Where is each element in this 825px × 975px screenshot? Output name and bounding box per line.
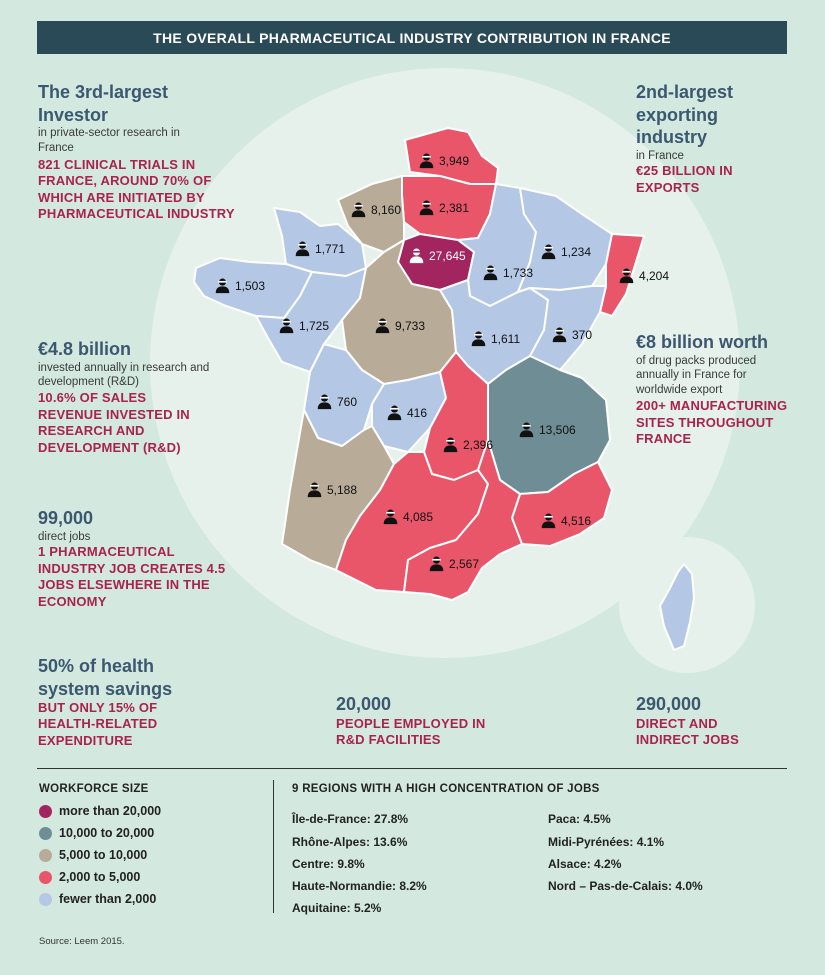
- stat-total-jobs: [636, 693, 786, 748]
- label-paca: 4,516: [540, 512, 591, 529]
- worker-icon: [482, 264, 499, 281]
- worker-icon: [551, 326, 568, 343]
- stat-drug-packs: [636, 331, 796, 447]
- legend-swatch: [39, 871, 52, 884]
- divider-vertical: [273, 780, 274, 913]
- concentration-item: Midi-Pyrénées: 4.1%: [548, 835, 665, 849]
- worker-icon: [294, 240, 311, 257]
- label-bretagne: 1,503: [214, 277, 265, 294]
- label-limousin: 416: [386, 404, 427, 421]
- worker-icon: [316, 393, 333, 410]
- worker-icon: [470, 330, 487, 347]
- concentration-title: 9 REGIONS WITH A HIGH CONCENTRATION OF JOBS: [292, 783, 600, 795]
- stat-investor-sub: in private-sector research in France: [38, 127, 180, 154]
- stat-rd-people: [336, 693, 496, 748]
- label-bourgogne: 1,611: [470, 330, 520, 347]
- worker-icon: [518, 421, 535, 438]
- stat-exporting-sub: in France: [636, 149, 684, 162]
- legend-swatch: [39, 827, 52, 840]
- label-poitou-charentes: 760: [316, 393, 357, 410]
- worker-icon: [374, 317, 391, 334]
- worker-icon: [350, 201, 367, 218]
- worker-icon: [418, 152, 435, 169]
- concentration-item: Paca: 4.5%: [548, 812, 611, 826]
- legend-item: 5,000 to 10,000: [39, 848, 147, 862]
- page-title: THE OVERALL PHARMACEUTICAL INDUSTRY CONTRIBUTION IN FRANCE: [153, 29, 671, 46]
- concentration-item: Alsace: 4.2%: [548, 857, 622, 871]
- stat-direct-jobs: [38, 507, 238, 610]
- stat-drug-packs-detail: 200+ MANUFACTURING SITES THROUGHOUT FRANCE: [636, 398, 788, 447]
- stat-drug-packs-sub: of drug packs produced annually in France for worldwide export: [636, 354, 757, 397]
- source-note: Source: Leem 2015.: [39, 936, 125, 947]
- stat-savings: [38, 655, 208, 749]
- worker-icon: [214, 277, 231, 294]
- divider-horizontal: [37, 768, 787, 769]
- concentration-item: Nord – Pas-de-Calais: 4.0%: [548, 879, 703, 893]
- worker-icon: [428, 555, 445, 572]
- worker-icon: [418, 199, 435, 216]
- stat-drug-packs-headline: €8 billion worth: [636, 332, 769, 352]
- label-lorraine: 1,234: [540, 243, 591, 260]
- label-rhone-alpes: 13,506: [518, 421, 576, 438]
- stat-investor-detail: 821 CLINICAL TRIALS IN FRANCE, AROUND 70% OF WHICH ARE INITIATED BY PHARMACEUTICAL INDUSTRY: [38, 156, 235, 221]
- stat-direct-jobs-headline: 99,000: [38, 508, 94, 528]
- stat-total-jobs-detail: DIRECT AND INDIRECT JOBS: [636, 715, 740, 747]
- worker-icon: [540, 512, 557, 529]
- stat-investor-headline: The 3rd-largest Investor: [38, 82, 169, 125]
- stat-investor: [38, 81, 248, 222]
- worker-icon: [618, 267, 635, 284]
- stat-savings-headline: 50% of health system savings: [38, 656, 173, 699]
- legend-swatch: [39, 805, 52, 818]
- legend-swatch: [39, 893, 52, 906]
- stat-rnd-headline: €4.8 billion: [38, 339, 132, 359]
- worker-icon: [386, 404, 403, 421]
- stat-exporting-headline: 2nd-largest exporting industry: [636, 82, 734, 147]
- legend-item: 2,000 to 5,000: [39, 870, 140, 884]
- stat-total-jobs-headline: 290,000: [636, 694, 702, 714]
- worker-icon: [540, 243, 557, 260]
- label-ile-de-france: 27,645: [408, 247, 466, 264]
- label-aquitaine: 5,188: [306, 481, 357, 498]
- legend-swatch: [39, 849, 52, 862]
- worker-icon: [278, 317, 295, 334]
- stat-exporting-detail: €25 BILLION IN EXPORTS: [636, 163, 733, 195]
- stat-savings-detail: BUT ONLY 15% OF HEALTH-RELATED EXPENDITURE: [38, 700, 158, 748]
- stat-exporting: [636, 81, 786, 196]
- stat-rnd-sub: invested annually in research and development (R&D): [38, 361, 210, 389]
- label-midi-pyrenees: 4,085: [382, 508, 433, 525]
- legend-item: more than 20,000: [39, 804, 161, 818]
- label-basse-normandie: 1,771: [294, 240, 345, 257]
- label-haute-normandie: 8,160: [350, 201, 401, 218]
- stat-rd-people-headline: 20,000: [336, 694, 392, 714]
- region-corse: [660, 564, 694, 650]
- label-pays-de-la-loire: 1,725: [278, 317, 329, 334]
- concentration-item: Rhône-Alpes: 13.6%: [292, 835, 408, 849]
- label-languedoc-roussillon: 2,567: [428, 555, 479, 572]
- label-centre: 9,733: [374, 317, 425, 334]
- concentration-item: Haute-Normandie: 8.2%: [292, 879, 427, 893]
- stat-direct-jobs-sub: direct jobs: [38, 530, 91, 543]
- label-picardie: 2,381: [418, 199, 469, 216]
- worker-icon: [306, 481, 323, 498]
- legend-title: WORKFORCE SIZE: [39, 783, 149, 795]
- worker-icon: [442, 436, 459, 453]
- label-franche-comte: 370: [551, 326, 592, 343]
- worker-icon: [408, 247, 425, 264]
- concentration-item: Île-de-France: 27.8%: [292, 812, 409, 826]
- label-alsace: 4,204: [618, 267, 669, 284]
- legend-item: fewer than 2,000: [39, 892, 156, 906]
- stat-rnd-detail: 10.6% OF SALES REVENUE INVESTED IN RESEARCH AND DEVELOPMENT (R&D): [38, 390, 190, 455]
- stat-rnd: [38, 338, 238, 456]
- worker-icon: [382, 508, 399, 525]
- label-nord-pas-de-calais: 3,949: [418, 152, 469, 169]
- concentration-item: Centre: 9.8%: [292, 857, 365, 871]
- label-auvergne: 2,396: [442, 436, 493, 453]
- label-champagne-ardenne: 1,733: [482, 264, 533, 281]
- stat-direct-jobs-detail: 1 PHARMACEUTICAL INDUSTRY JOB CREATES 4.5 JOBS ELSEWHERE IN THE ECONOMY: [38, 544, 226, 609]
- legend-item: 10,000 to 20,000: [39, 826, 154, 840]
- concentration-item: Aquitaine: 5.2%: [292, 901, 382, 915]
- stat-rd-people-detail: PEOPLE EMPLOYED IN R&D FACILITIES: [336, 715, 486, 747]
